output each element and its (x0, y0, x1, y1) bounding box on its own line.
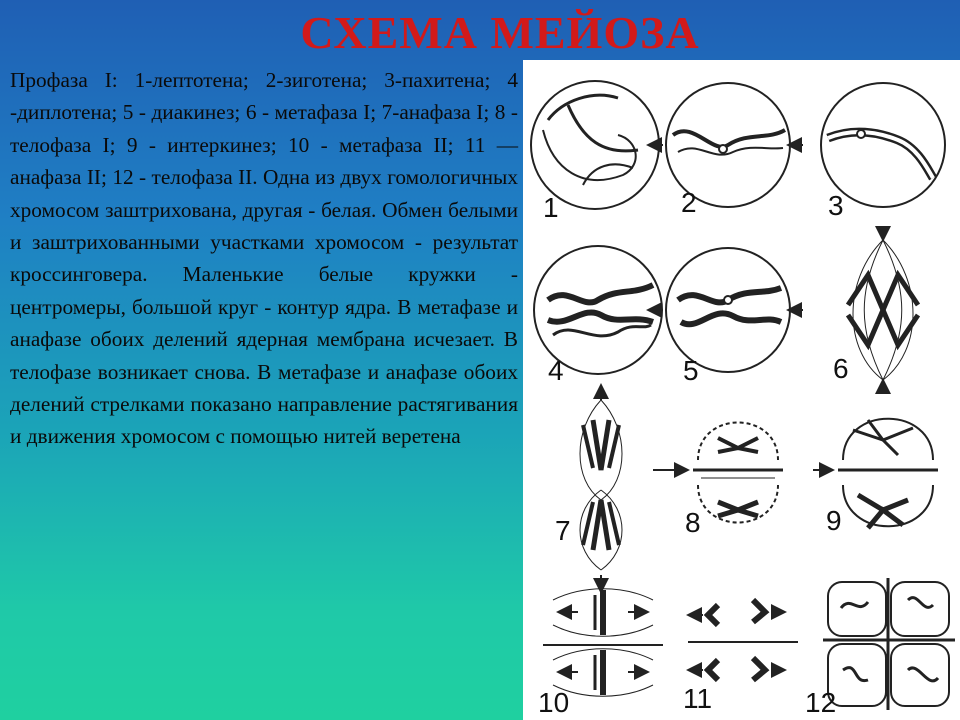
stage-7-anaphase-i (580, 385, 622, 592)
stage-label-12: 12 (805, 687, 837, 718)
stage-label-7: 7 (555, 515, 571, 546)
slide-title: СХЕМА МЕЙОЗА (300, 7, 700, 58)
stage-5-diakinesis (666, 248, 790, 372)
stage-label-4: 4 (548, 355, 564, 386)
stage-6-metaphase-i (848, 228, 918, 392)
slide-description: Профаза I: 1-лептотена; 2-зиготена; 3-пахитена; 4 -диплотена; 5 - диакинез; 6 - метафаза I; 7-анафаза I; 8 - телофаза I; 9 - интеркинез; 10 - метафаза II; 11 — анафаза II; 12 - телофаза II. Одна из двух гомологичных хромосом заштрихована, другая - белая. Обмен белыми и заштрихованными участками хромосом - результат кроссинговера. Маленькие белые кружки - центромеры, большой круг - контур ядра. В метафазе и анафазе обоих делений ядерная мембрана исчезает. В телофазе возникает снова. В метафазе и анафазе обоих делений стрелками показано направление растягивания и движения хромосом с помощью нитей веретена (10, 68, 518, 449)
stage-label-3: 3 (828, 190, 844, 221)
stage-8-telophase-i (693, 423, 783, 523)
stage-3-pachytene (821, 83, 945, 207)
stage-label-5: 5 (683, 355, 699, 386)
stage-label-9: 9 (826, 505, 842, 536)
stage-9-interkinesis (838, 419, 938, 528)
stage-label-10: 10 (538, 687, 570, 718)
stage-1-leptotene (531, 81, 659, 209)
stage-label-2: 2 (681, 187, 697, 218)
stage-12-telophase-ii (823, 578, 955, 710)
meiosis-diagram-panel (523, 60, 960, 720)
stage-10-metaphase-ii (543, 589, 663, 697)
stage-label-1: 1 (543, 192, 559, 223)
stage-label-11: 11 (683, 683, 713, 714)
stage-label-6: 6 (833, 353, 849, 384)
meiosis-diagram (523, 60, 960, 720)
stage-label-8: 8 (685, 507, 701, 538)
stage-11-anaphase-ii (688, 600, 798, 680)
